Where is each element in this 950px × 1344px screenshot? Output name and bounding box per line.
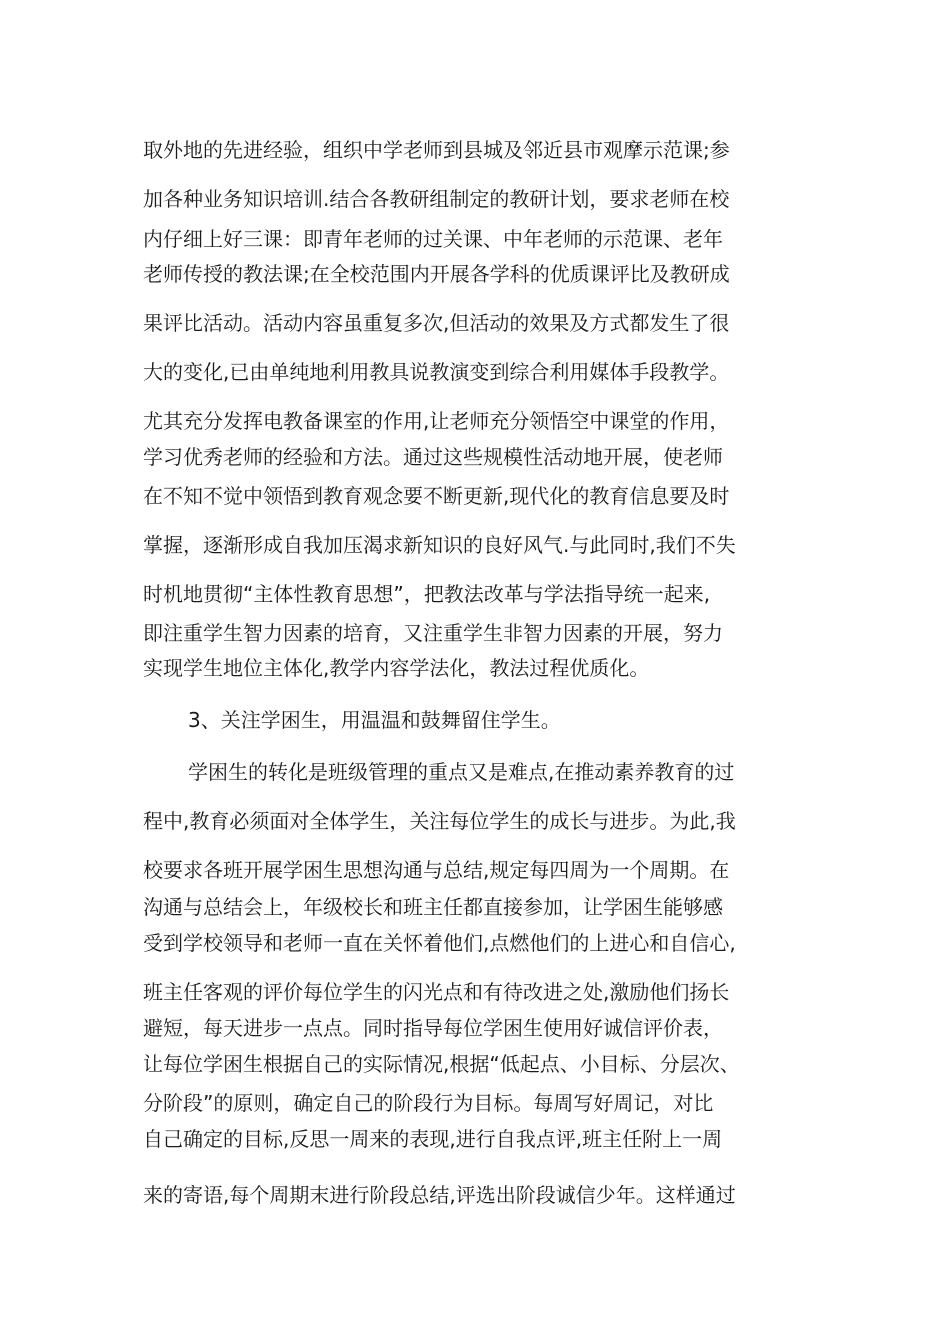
text-line: 来的寄语,每个周期末进行阶段总结,评选出阶段诚信少年。这样通过 <box>143 1183 736 1207</box>
text-line: 受到学校领导和老师一直在关怀着他们,点燃他们的上进心和自信心, <box>143 931 736 955</box>
text-line: 老师传授的教法课;在全校范围内开展各学科的优质课评比及教研成 <box>143 262 730 286</box>
text-line: 即注重学生智力因素的培育，又注重学生非智力因素的开展，努力 <box>143 621 723 645</box>
text-line: 班主任客观的评价每位学生的闪光点和有待改进之处,激励他们扬长 <box>143 980 730 1004</box>
text-line: 尤其充分发挥电教备课室的作用,让老师充分领悟空中课堂的作用， <box>143 409 730 433</box>
text-line: 沟通与总结会上，年级校长和班主任都直接参加，让学困生能够感 <box>143 895 723 919</box>
paragraph-first-line: 学困生的转化是班级管理的重点又是难点,在推动素养教育的过 <box>188 760 735 784</box>
text-line: 在不知不觉中领悟到教育观念要不断更新,现代化的教育信息要及时 <box>143 484 730 508</box>
text-line: 掌握，逐渐形成自我加压渴求新知识的良好风气.与此同时,我们不失 <box>143 533 736 557</box>
text-line: 内仔细上好三课：即青年老师的过关课、中年老师的示范课、老年 <box>143 227 723 251</box>
text-line: 大的变化,已由单纯地利用教具说教演变到综合利用媒体手段教学。 <box>143 360 730 384</box>
text-line: 自己确定的目标,反思一周来的表现,进行自我点评,班主任附上一周 <box>143 1127 723 1151</box>
section-heading: 3、关注学困生，用温温和鼓舞留住学生。 <box>188 708 561 732</box>
text-line: 避短，每天进步一点点。同时指导每位学困生使用好诚信评价表， <box>143 1016 723 1040</box>
text-line: 让每位学困生根据自己的实际情况,根据“低起点、小目标、分层次、 <box>143 1052 740 1076</box>
text-line: 校要求各班开展学困生思想沟通与总结,规定每四周为一个周期。在 <box>143 858 730 882</box>
text-line: 程中,教育必须面对全体学生，关注每位学生的成长与进步。为此,我 <box>143 809 736 833</box>
text-line: 时机地贯彻“主体性教育思想”，把教法改革与学法指导统一起来, <box>143 582 711 606</box>
text-line: 取外地的先进经验，组织中学老师到县城及邻近县市观摩示范课;参 <box>143 138 730 162</box>
text-line: 分阶段”的原则，确定自己的阶段行为目标。每周写好周记，对比 <box>143 1091 714 1115</box>
text-line: 加各种业务知识培训.结合各教研组制定的教研计划，要求老师在校 <box>143 187 730 211</box>
text-line: 学习优秀老师的经验和方法。通过这些规模性活动地开展，使老师 <box>143 445 723 469</box>
text-line: 果评比活动。活动内容虽重复多次,但活动的效果及方式都发生了很 <box>143 311 730 335</box>
text-line: 实现学生地位主体化,教学内容学法化，教法过程优质化。 <box>143 656 650 680</box>
